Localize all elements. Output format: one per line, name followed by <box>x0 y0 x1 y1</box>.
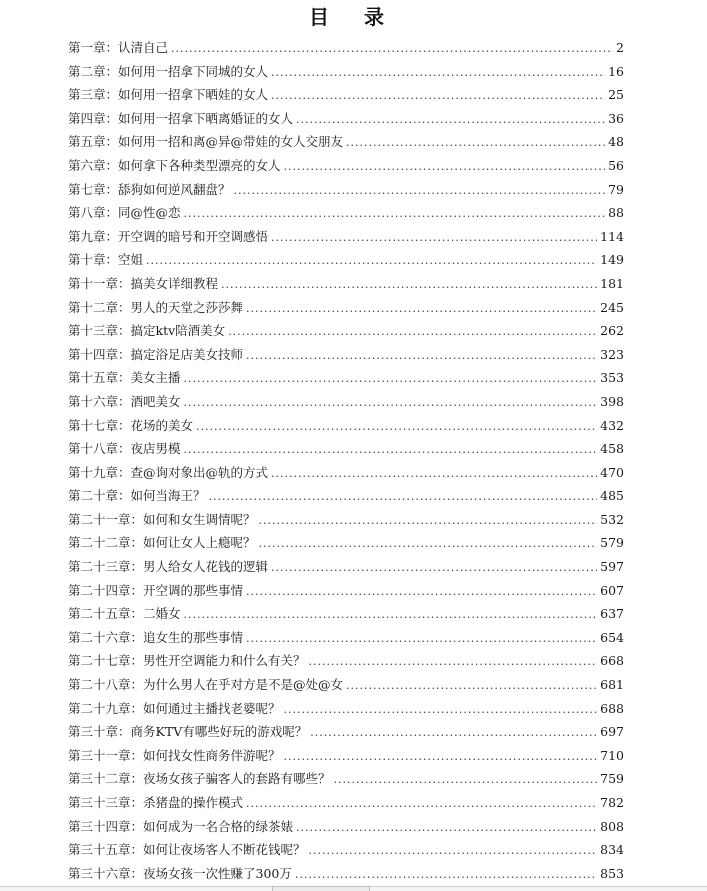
toc-chapter-number: 第三十三章： <box>68 795 144 810</box>
toc-chapter-number: 第十七章： <box>68 417 131 433</box>
toc-chapter-number: 第十章： <box>68 252 119 268</box>
toc-page-number: 79 <box>608 181 624 197</box>
toc-chapter-title: 搞定浴足店美女技师 <box>130 346 244 362</box>
toc-chapter-title: 查@询对象出@轨的方式 <box>130 464 269 480</box>
toc-entry[interactable] <box>68 225 624 249</box>
toc-chapter-title: 如何找女性商务伴游呢？ <box>143 747 281 763</box>
toc-dot-leader <box>309 839 598 863</box>
toc-page-number: 808 <box>600 818 624 834</box>
toc-page-number: 262 <box>600 323 624 339</box>
toc-entry[interactable] <box>68 178 624 202</box>
toc-dot-leader <box>271 556 597 580</box>
toc-page-number: 710 <box>600 747 624 763</box>
toc-chapter-title: 认清自己 <box>118 40 169 55</box>
toc-entry[interactable] <box>68 791 624 815</box>
toc-dot-leader <box>246 627 597 651</box>
toc-chapter-title: 如何用一招拿下同城的女人 <box>118 63 269 79</box>
toc-page-number: 470 <box>600 464 624 480</box>
toc-chapter-title: 夜场女孩子骗客人的套路有哪些？ <box>143 771 331 787</box>
toc-page-number: 323 <box>600 346 624 362</box>
toc-chapter-title: 开空调的暗号和开空调感悟 <box>118 228 269 244</box>
toc-dot-leader <box>184 438 598 462</box>
toc-chapter-number: 第一章： <box>68 40 119 55</box>
toc-chapter-title: 空姐 <box>118 252 144 268</box>
toc-page-number: 48 <box>608 134 624 150</box>
table-of-contents <box>68 36 624 885</box>
toc-page-number: 834 <box>600 842 624 858</box>
toc-chapter-number: 第二十章： <box>68 488 131 504</box>
toc-entry[interactable] <box>68 319 624 343</box>
toc-page-number: 853 <box>600 865 624 881</box>
toc-page-number: 432 <box>600 417 624 433</box>
toc-chapter-number: 第二十二章： <box>68 535 144 551</box>
toc-entry[interactable] <box>68 697 624 721</box>
toc-chapter-title: 男人的天堂之莎莎舞 <box>130 299 244 315</box>
toc-chapter-number: 第十九章： <box>68 464 131 480</box>
toc-dot-leader <box>296 816 597 840</box>
toc-chapter-number: 第二十七章： <box>68 653 144 669</box>
toc-chapter-number: 第四章： <box>68 110 119 126</box>
toc-chapter-number: 第三十四章： <box>68 818 144 834</box>
toc-dot-leader <box>184 367 598 391</box>
toc-dot-leader <box>184 202 606 226</box>
toc-entry[interactable] <box>68 744 624 768</box>
toc-chapter-number: 第九章： <box>68 228 119 244</box>
toc-entry[interactable] <box>68 130 624 154</box>
toc-dot-leader <box>284 698 598 722</box>
toc-dot-leader <box>310 721 597 745</box>
toc-page-number: 458 <box>600 441 624 457</box>
toc-entry[interactable] <box>68 201 624 225</box>
toc-dot-leader <box>184 391 598 415</box>
toc-chapter-number: 第十二章： <box>68 299 131 315</box>
toc-entry[interactable] <box>68 461 624 485</box>
toc-chapter-number: 第十一章： <box>68 275 131 291</box>
toc-page-number: 36 <box>608 110 624 126</box>
toc-chapter-number: 第十五章： <box>68 370 131 386</box>
toc-chapter-title: 开空调的那些事情 <box>143 582 244 598</box>
toc-chapter-title: 二婚女 <box>143 606 181 622</box>
toc-entry[interactable] <box>68 272 624 296</box>
toc-page-number: 654 <box>600 629 624 645</box>
toc-entry[interactable] <box>68 296 624 320</box>
toc-dot-leader <box>295 863 597 887</box>
toc-chapter-number: 第七章： <box>68 181 119 197</box>
toc-chapter-title: 酒吧美女 <box>130 393 181 409</box>
toc-entry[interactable] <box>68 626 624 650</box>
toc-dot-leader <box>196 415 597 439</box>
toc-chapter-title: 商务KTV有哪些好玩的游戏呢？ <box>130 724 308 740</box>
toc-chapter-number: 第三十五章： <box>68 842 144 858</box>
toc-page-number: 597 <box>600 559 624 575</box>
toc-dot-leader <box>228 320 597 344</box>
toc-chapter-title: 同@性@恋 <box>118 205 181 221</box>
toc-page-number: 668 <box>600 653 624 669</box>
toc-chapter-number: 第三十章： <box>68 724 131 740</box>
toc-entry[interactable] <box>68 579 624 603</box>
toc-entry[interactable] <box>68 720 624 744</box>
toc-dot-leader <box>284 745 598 769</box>
toc-page-number: 697 <box>600 724 624 740</box>
toc-page-number: 637 <box>600 606 624 622</box>
toc-chapter-title: 搞定ktv陪酒美女 <box>130 323 226 339</box>
toc-page-number: 56 <box>608 157 624 173</box>
toc-page-number: 782 <box>600 795 624 810</box>
toc-entry[interactable] <box>68 838 624 862</box>
toc-dot-leader <box>246 297 597 321</box>
toc-page-number: 25 <box>608 87 624 103</box>
toc-entry[interactable] <box>68 60 624 84</box>
toc-entry[interactable] <box>68 815 624 839</box>
toc-page-number: 532 <box>600 511 624 527</box>
toc-chapter-title: 如何让女人上瘾呢？ <box>143 535 256 551</box>
toc-chapter-title: 为什么男人在乎对方是不是@处@女 <box>143 677 344 693</box>
toc-dot-leader <box>284 155 606 179</box>
toc-chapter-number: 第六章： <box>68 157 119 173</box>
toc-dot-leader <box>234 179 606 203</box>
toc-dot-leader <box>346 131 605 155</box>
toc-page-number: 353 <box>600 370 624 386</box>
toc-chapter-title: 如何成为一名合格的绿茶婊 <box>143 818 294 834</box>
toc-page-number: 16 <box>608 63 624 79</box>
toc-entry[interactable] <box>68 767 624 791</box>
toc-dot-leader <box>209 485 598 509</box>
toc-chapter-number: 第十三章： <box>68 323 131 339</box>
scrollbar-thumb[interactable] <box>272 886 370 891</box>
toc-page-number: 88 <box>608 205 624 221</box>
toc-chapter-title: 杀猪盘的操作模式 <box>143 795 244 810</box>
toc-chapter-number: 第二十四章： <box>68 582 144 598</box>
toc-chapter-number: 第十六章： <box>68 393 131 409</box>
toc-entry[interactable] <box>68 390 624 414</box>
toc-entry[interactable] <box>68 649 624 673</box>
toc-chapter-title: 如何当海王？ <box>130 488 206 504</box>
toc-page-number: 579 <box>600 535 624 551</box>
toc-chapter-title: 花场的美女 <box>130 417 194 433</box>
toc-chapter-title: 如何拿下各种类型漂亮的女人 <box>118 157 281 173</box>
toc-entry[interactable] <box>68 602 624 626</box>
toc-chapter-title: 如何用一招拿下晒离婚证的女人 <box>118 110 294 126</box>
toc-chapter-number: 第二十九章： <box>68 700 144 716</box>
toc-entry[interactable] <box>68 83 624 107</box>
toc-dot-leader <box>271 226 597 250</box>
toc-dot-leader <box>296 108 605 132</box>
toc-chapter-title: 搞美女详细教程 <box>130 275 219 291</box>
toc-chapter-title: 舔狗如何逆风翻盘？ <box>118 181 231 197</box>
toc-page-number: 759 <box>600 771 624 787</box>
toc-page-number: 114 <box>600 228 624 244</box>
toc-chapter-title: 追女生的那些事情 <box>143 629 244 645</box>
toc-dot-leader <box>146 249 597 273</box>
toc-dot-leader <box>259 509 598 533</box>
toc-chapter-title: 如何让夜场客人不断花钱呢？ <box>143 842 306 858</box>
toc-dot-leader <box>271 462 597 486</box>
toc-chapter-number: 第二十一章： <box>68 511 144 527</box>
toc-dot-leader <box>221 273 597 297</box>
toc-entry[interactable] <box>68 414 624 438</box>
toc-chapter-number: 第十八章： <box>68 441 131 457</box>
toc-dot-leader <box>246 580 597 604</box>
toc-dot-leader <box>334 768 598 792</box>
toc-entry[interactable] <box>68 437 624 461</box>
toc-chapter-title: 男人给女人花钱的逻辑 <box>143 559 269 575</box>
toc-chapter-number: 第二十五章： <box>68 606 144 622</box>
toc-entry[interactable] <box>68 107 624 131</box>
toc-dot-leader <box>309 650 598 674</box>
toc-dot-leader <box>246 344 597 368</box>
toc-chapter-title: 如何用一招拿下晒娃的女人 <box>118 87 269 103</box>
toc-entry[interactable] <box>68 673 624 697</box>
toc-page-number: 398 <box>600 393 624 409</box>
toc-chapter-title: 美女主播 <box>130 370 181 386</box>
toc-chapter-title: 如何通过主播找老婆呢？ <box>143 700 281 716</box>
toc-entry[interactable] <box>68 154 624 178</box>
toc-chapter-number: 第八章： <box>68 205 119 221</box>
toc-entry[interactable] <box>68 366 624 390</box>
toc-chapter-title: 夜场女孩一次性赚了300万 <box>143 865 292 881</box>
toc-chapter-number: 第二十八章： <box>68 677 144 693</box>
toc-entry[interactable] <box>68 36 624 60</box>
toc-entry[interactable] <box>68 508 624 532</box>
toc-chapter-title: 如何和女生调情呢？ <box>143 511 256 527</box>
toc-entry[interactable] <box>68 343 624 367</box>
toc-chapter-number: 第三十一章： <box>68 747 144 763</box>
toc-chapter-number: 第三十六章： <box>68 865 144 881</box>
toc-dot-leader <box>271 61 605 85</box>
toc-dot-leader <box>184 603 598 627</box>
toc-chapter-title: 夜店男模 <box>130 441 181 457</box>
toc-dot-leader <box>171 37 613 61</box>
toc-dot-leader <box>271 84 605 108</box>
toc-page-number: 485 <box>600 488 624 504</box>
toc-entry[interactable] <box>68 555 624 579</box>
toc-chapter-number: 第十四章： <box>68 346 131 362</box>
toc-chapter-number: 第二章： <box>68 63 119 79</box>
toc-page-number: 245 <box>600 299 624 315</box>
toc-chapter-title: 如何用一招和离@异@带娃的女人交朋友 <box>118 134 344 150</box>
toc-chapter-number: 第二十三章： <box>68 559 144 575</box>
toc-entry[interactable] <box>68 862 624 886</box>
toc-chapter-number: 第三章： <box>68 87 119 103</box>
toc-page-number: 149 <box>600 252 624 268</box>
toc-entry[interactable] <box>68 248 624 272</box>
toc-dot-leader <box>346 674 597 698</box>
toc-chapter-title: 男性开空调能力和什么有关？ <box>143 653 306 669</box>
toc-page-number: 181 <box>600 275 624 291</box>
toc-dot-leader <box>259 532 598 556</box>
toc-chapter-number: 第三十二章： <box>68 771 144 787</box>
toc-page-number: 2 <box>616 40 624 55</box>
toc-entry[interactable] <box>68 531 624 555</box>
page-title: 目 录 <box>309 5 398 29</box>
toc-chapter-number: 第二十六章： <box>68 629 144 645</box>
toc-entry[interactable] <box>68 484 624 508</box>
toc-page-number: 681 <box>600 677 624 693</box>
toc-page-number: 688 <box>600 700 624 716</box>
toc-chapter-number: 第五章： <box>68 134 119 150</box>
toc-page-number: 607 <box>600 582 624 598</box>
toc-dot-leader <box>246 792 597 816</box>
